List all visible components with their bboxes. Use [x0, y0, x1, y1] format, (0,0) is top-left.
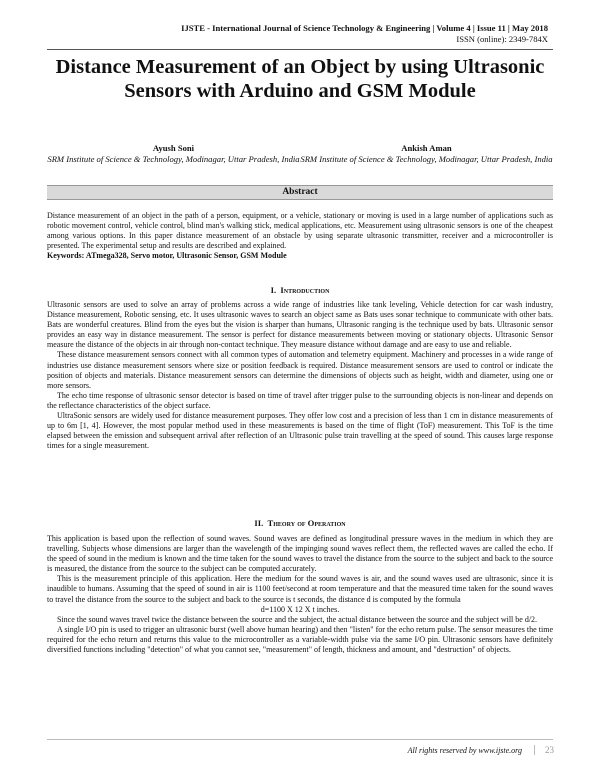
footer-rights: All rights reserved by www.ijste.org: [407, 745, 522, 755]
author-2: [300, 143, 553, 165]
paragraph: This application is based upon the reflection of sound waves. Sound waves are defined as longitudinal pressure waves in the medium in which they are travelling. Subjects whose dimensions are larger than the wavelength of the impinging sound waves reflect them, the reflected waves are called the echo. If the speed of sound in the medium is known and the time taken for the sound waves to travel the distance from the source to the subject and back to the source is measured, the distance from the source to the subject can be computed accurately.: [47, 534, 553, 574]
journal-title: IJSTE - International Journal of Science Technology & Engineering | Volume 4 | Issue 11 | May 2018: [181, 23, 548, 33]
distance-formula: d=1100 X 12 X t inches.: [260, 604, 340, 614]
journal-issn: ISSN (online): 2349-784X: [456, 34, 548, 44]
section-heading-theory: [47, 518, 553, 528]
author-affiliation: SRM Institute of Science & Technology, Modinagar, Uttar Pradesh, India: [47, 154, 300, 164]
paragraph: This is the measurement principle of this application. Here the medium for the sound waves is air, and the sound waves used are ultrasonic, since it is inaudible to humans. Assuming that the speed of sound in air is 1100 feet/second at room temperature and that the measured time taken for the sound waves to travel the distance from the source to the subject and back to the source is t seconds, the distance d is computed by the formula: [47, 574, 553, 604]
paragraph: These distance measurement sensors connect with all common types of automation and telemetry equipment. Machinery and processes in a wide range of industries use distance measurement sensors where size or position feedback is required. Distance measurement sensors are used to control or indicate the position of objects and materials. Distance measurement sensors can determine the dimensions of objects such as height, width and diameter, using one or more sensors.: [47, 350, 553, 390]
journal-header: [181, 23, 548, 45]
section-title: Theory of Operation: [267, 518, 346, 528]
paragraph: The echo time response of ultrasonic sensor detector is based on time of travel after trigger pulse to the surrounding objects is non-linear and depends on the reflectance characteristics of the object surface.: [47, 390, 553, 410]
footer: [408, 745, 554, 755]
section-body-theory: [47, 534, 553, 655]
paragraph: Since the sound waves travel twice the distance between the source and the subject, the actual distance between the source and the subject will be d/2.: [57, 614, 538, 624]
footer-divider: [47, 739, 553, 740]
author-block: [47, 143, 553, 165]
section-heading-introduction: [47, 285, 553, 295]
author-name: Ankish Aman: [401, 143, 452, 153]
paragraph: A single I/O pin is used to trigger an ultrasonic burst (well above human hearing) and then "listen" for the echo return pulse. The sensor measures the time required for the echo return and returns this value to the microcontroller as a variable-width pulse via the same I/O pin. Ultrasonic sensors have definitely diversified functions including "detection" of what you cannot see, "measurement" of length, thickness and amount, and "destruction" of objects.: [47, 624, 553, 655]
abstract-heading: Abstract: [47, 185, 553, 200]
paragraph: Ultrasonic sensors are used to solve an array of problems across a wide range of industries like tank leveling, Vehicle detection for car wash industry, Distance measurement, Robotic sensing, etc. It uses ultrasonic waves to search an object same as Bats uses sonar technique to communicate with other bats. Bats are wonderful creatures. Blind from the eyes but the vision is sharper than humans, Ultrasonic ranging is the technique used by bats. Ultrasonic sensor provides an easy way in distance measurement. The sensor is perfect for distance measurements between moving or stationary objects. Ultrasonic Sensor measure the distance of the objects in air through non-contact technique. They measure distance without damage and are easy to use and reliable.: [47, 300, 553, 350]
section-title: Introduction: [280, 285, 330, 295]
abstract-body: [47, 211, 553, 261]
author-affiliation: SRM Institute of Science & Technology, Modinagar, Uttar Pradesh, India: [300, 154, 553, 164]
author-name: Ayush Soni: [152, 143, 195, 153]
page-number: 23: [534, 745, 554, 755]
section-number: I.: [270, 285, 277, 295]
paragraph: UltraSonic sensors are widely used for distance measurement purposes. They offer low cost and a precision of less than 1 cm in distance measurements of up to 6m [1, 4]. However, the most popular method used in these measurements is based on the time of flight (ToF) measurement. This ToF is the time elapsed between the emission and subsequent arrival after reflection of an Ultrasonic pulse train travelling at the speed of sound. This causes large response times for a single measurement.: [47, 411, 553, 451]
author-1: [47, 143, 300, 165]
abstract-text: Distance measurement of an object in the path of a person, equipment, or a vehicle, stationary or moving is used in a large number of applications such as robotic movement control, vehicle control, blind man's walking stick, medical applications, etc. Measurement using ultrasonic sensors is one of the cheapest among various options. In this paper distance measurement of an obstacle by using separate ultrasonic transmitter, receiver and a microcontroller is presented. The experimental setup and results are described and explained.: [47, 211, 553, 251]
section-number: II.: [254, 518, 264, 528]
keywords: Keywords: ATmega328, Servo motor, Ultrasonic Sensor, GSM Module: [47, 251, 287, 261]
header-divider: [47, 49, 553, 50]
section-body-introduction: [47, 300, 553, 451]
paper-title: Distance Measurement of an Object by using Ultrasonic Sensors with Arduino and GSM Module: [55, 56, 545, 102]
